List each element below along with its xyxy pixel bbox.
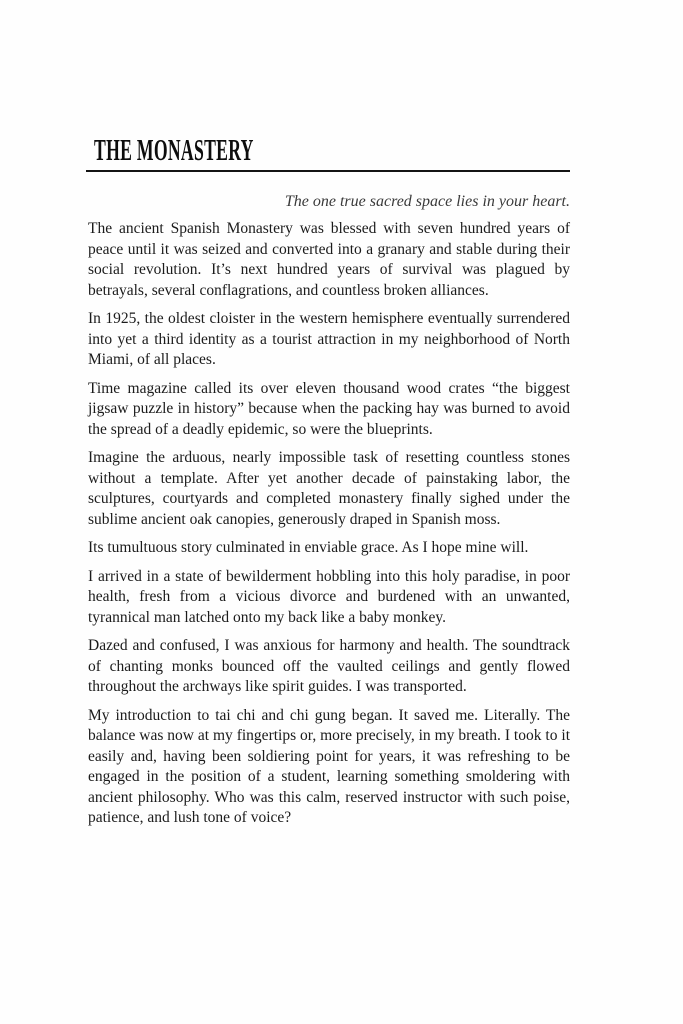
paragraph: Dazed and confused, I was anxious for harmony and health. The soundtrack of chanting monks bounced off the vaulted ceilings and gently flowed throughout the archways like spirit guides. I was transported. [88, 637, 570, 695]
title-rule [86, 170, 570, 172]
paragraph: Imagine the arduous, nearly impossible task of resetting countless stones without a template. After yet another decade of painstaking labor, the sculptures, courtyards and completed monastery finally sighed under the sublime ancient oak canopies, generously draped in Spanish moss. [88, 449, 570, 528]
paragraph: My introduction to tai chi and chi gung began. It saved me. Literally. The balance was now at my fingertips or, more precisely, in my breath. I took to it easily and, having been soldiering point for years, it was refreshing to be engaged in the position of a student, learning something smoldering with ancient philosophy. Who was this calm, reserved instructor with such poise, patience, and lush tone of voice? [88, 706, 570, 826]
paragraph: In 1925, the oldest cloister in the western hemisphere eventually surrendered into yet a third identity as a tourist attraction in my neighborhood of North Miami, of all places. [88, 310, 570, 368]
paragraph: I arrived in a state of bewilderment hobbling into this holy paradise, in poor health, fresh from a vicious divorce and burdened with an unwanted, tyrannical man latched onto my back like a baby monkey. [88, 567, 570, 626]
epigraph: The one true sacred space lies in your heart. [284, 193, 570, 210]
body-text [88, 219, 570, 837]
chapter-title: THE MONASTERY [94, 132, 254, 167]
paragraph: The ancient Spanish Monastery was blessed with seven hundred years of peace until it was seized and converted into a granary and stable during their social revolution. It’s next hundred years of survival was plagued by betrayals, several conflagrations, and countless broken alliances. [88, 220, 570, 299]
paragraph: Its tumultuous story culminated in enviable grace. As I hope mine will. [88, 539, 529, 556]
paragraph: Time magazine called its over eleven thousand wood crates “the biggest jigsaw puzzle in history” because when the packing hay was burned to avoid the spread of a deadly epidemic, so were the blueprints. [88, 379, 570, 438]
